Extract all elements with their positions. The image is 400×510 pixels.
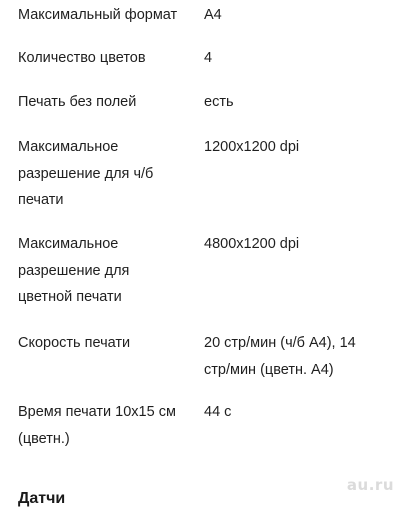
spec-label: Максимальное разрешение для цветной печати <box>18 236 130 305</box>
spec-label: Время печати 10x15 см (цветн.) <box>18 404 176 447</box>
spec-label: Максимальное разрешение для ч/б печати <box>18 139 154 208</box>
section-heading-sensors: Датчи <box>18 490 66 507</box>
spec-value: A4 <box>204 7 222 23</box>
spec-label: Скорость печати <box>18 335 131 351</box>
spec-label: Печать без полей <box>18 94 137 110</box>
spec-label: Максимальный формат <box>18 7 178 23</box>
spec-value: 44 с <box>204 404 232 420</box>
spec-value: есть <box>204 94 234 110</box>
watermark: au.ru <box>346 476 394 494</box>
spec-value: 1200x1200 dpi <box>204 139 300 155</box>
spec-value: 4800x1200 dpi <box>204 236 300 252</box>
spec-value: 20 стр/мин (ч/б А4), 14 стр/мин (цветн. А4) <box>204 335 356 378</box>
spec-value: 4 <box>204 50 213 66</box>
spec-label: Количество цветов <box>18 50 146 66</box>
